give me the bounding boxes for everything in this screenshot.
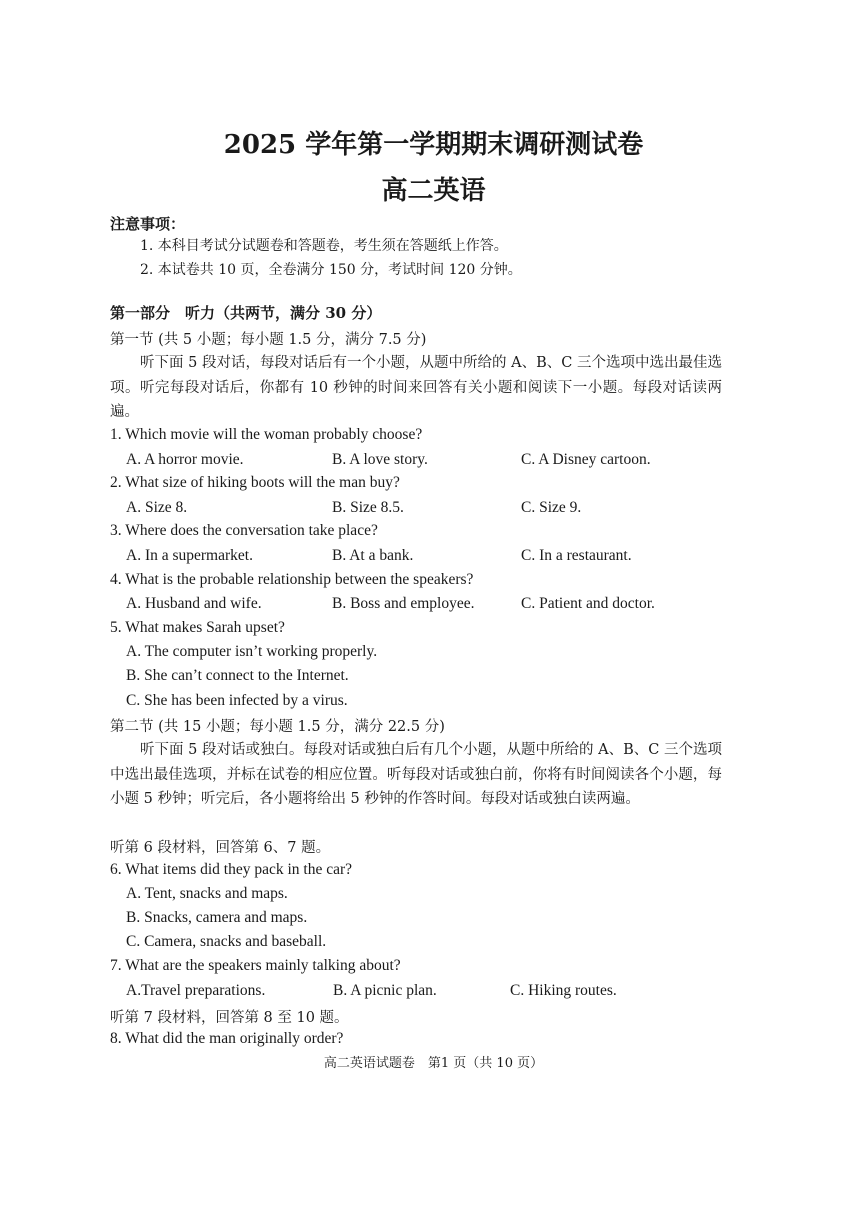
question-4-stem: 4. What is the probable relationship between the speakers? — [110, 571, 474, 588]
question-4-option-a: A. Husband and wife. — [126, 595, 262, 612]
note-item: 2. 本试卷共 10 页，全卷满分 150 分，考试时间 120 分钟。 — [140, 262, 522, 278]
section2-instructions: 听下面 5 段对话或独白。每段对话或独白后有几个小题，从题中所给的 A、B、C 三个选项中选出最佳选项，并标在试卷的相应位置。听每段对话或独白前，你将有时间阅读各个小题，每小题 5 秒钟；听完后，各小题将给出 5 秒钟的作答时间。每段对话或独白读两遍。 — [110, 742, 722, 807]
material-6-label: 听第 6 段材料，回答第 6、7 题。 — [110, 840, 331, 856]
question-5-option-a: A. The computer isn’t working properly. — [126, 643, 378, 660]
question-8-stem: 8. What did the man originally order? — [110, 1030, 344, 1047]
question-6-stem: 6. What items did they pack in the car? — [110, 861, 353, 878]
section1-instructions: 听下面 5 段对话，每段对话后有一个小题，从题中所给的 A、B、C 三个选项中选出最佳选项。听完每段对话后，你都有 10 秒钟的时间来回答有关小题和阅读下一小题。每段对话读两遍。 — [110, 355, 722, 420]
question-2-option-c: C. Size 9. — [521, 499, 582, 516]
question-2-option-b: B. Size 8.5. — [332, 499, 404, 516]
note-item: 1. 本科目考试分试题卷和答题卷，考生须在答题纸上作答。 — [140, 238, 508, 254]
question-6-option-c: C. Camera, snacks and baseball. — [126, 933, 327, 950]
question-1-option-c: C. A Disney cartoon. — [521, 451, 651, 468]
question-5-option-b: B. She can’t connect to the Internet. — [126, 667, 349, 684]
question-5-option-c: C. She has been infected by a virus. — [126, 692, 348, 709]
exam-title: 2025 学年第一学期期末调研测试卷 — [223, 130, 644, 160]
question-3-option-a: A. In a supermarket. — [126, 547, 253, 564]
question-3-stem: 3. Where does the conversation take place? — [110, 522, 378, 539]
page-footer: 高二英语试题卷 第1 页（共 10 页） — [323, 1056, 544, 1071]
question-7-option-c: C. Hiking routes. — [510, 982, 617, 999]
question-5-stem: 5. What makes Sarah upset? — [110, 619, 285, 636]
question-7-stem: 7. What are the speakers mainly talking about? — [110, 957, 401, 974]
question-3-option-c: C. In a restaurant. — [521, 547, 632, 564]
section1-heading: 第一节 (共 5 小题；每小题 1.5 分，满分 7.5 分) — [110, 332, 427, 348]
question-3-option-b: B. At a bank. — [332, 547, 414, 564]
question-6-option-b: B. Snacks, camera and maps. — [126, 909, 308, 926]
question-7-option-a: A.Travel preparations. — [126, 982, 266, 999]
question-1-option-a: A. A horror movie. — [126, 451, 244, 468]
question-4-option-b: B. Boss and employee. — [332, 595, 475, 612]
notes-heading: 注意事项： — [110, 215, 186, 233]
question-1-option-b: B. A love story. — [332, 451, 428, 468]
material-7-label: 听第 7 段材料，回答第 8 至 10 题。 — [110, 1010, 349, 1026]
question-1-stem: 1. Which movie will the woman probably choose? — [110, 426, 423, 443]
section2-heading: 第二节 (共 15 小题；每小题 1.5 分，满分 22.5 分) — [110, 719, 445, 735]
question-6-option-a: A. Tent, snacks and maps. — [126, 885, 288, 902]
question-2-option-a: A. Size 8. — [126, 499, 188, 516]
question-4-option-c: C. Patient and doctor. — [521, 595, 655, 612]
question-7-option-b: B. A picnic plan. — [333, 982, 437, 999]
exam-subject: 高二英语 — [381, 176, 486, 206]
part1-heading: 第一部分 听力（共两节，满分 30 分） — [110, 304, 382, 322]
question-2-stem: 2. What size of hiking boots will the man buy? — [110, 474, 400, 491]
